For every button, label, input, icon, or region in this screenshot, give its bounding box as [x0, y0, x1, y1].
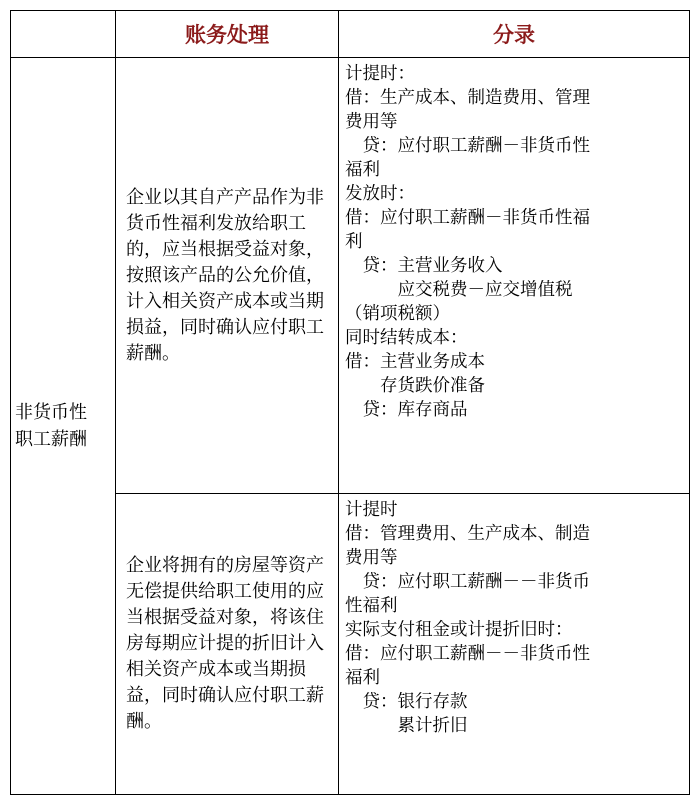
entry-line: 实际支付租金或计提折旧时： — [345, 620, 573, 640]
entry-line: 借：应付职工薪酬－－非货币性 — [345, 644, 590, 664]
treatment-cell — [116, 58, 339, 494]
entry-cell — [339, 494, 690, 795]
table-row — [11, 58, 690, 494]
entry-line: 借：生产成本、制造费用、管理 — [345, 88, 590, 108]
header-entry: 分录 — [339, 11, 690, 58]
category-label: 非货币性 职工薪酬 — [15, 402, 87, 450]
entry-cell — [339, 58, 690, 494]
entry-line: 费用等 — [345, 548, 398, 568]
entry-line: （销项税额） — [345, 304, 450, 324]
entry-line: 计提时： — [345, 64, 415, 84]
header-row — [11, 11, 690, 58]
header-treatment: 账务处理 — [116, 11, 339, 58]
entry-line: 同时结转成本： — [345, 328, 468, 348]
entry-line: 累计折旧 — [345, 716, 468, 736]
entry-line: 借：应付职工薪酬－非货币性福 — [345, 208, 590, 228]
treatment-text: 企业以其自产产品作为非货币性福利发放给职工的，应当根据受益对象，按照该产品的公允价值，计入相关资产成本或当期损益，同时确认应付职工薪酬。 — [126, 186, 324, 364]
entry-line: 利 — [345, 232, 363, 252]
entry-line: 福利 — [345, 668, 380, 688]
entry-line: 计提时 — [345, 500, 398, 520]
treatment-cell — [116, 494, 339, 795]
entry-line: 性福利 — [345, 596, 398, 616]
entry-line: 费用等 — [345, 112, 398, 132]
entry-line: 贷：银行存款 — [345, 692, 468, 712]
entry-line: 存货跌价准备 — [345, 376, 485, 396]
entry-line: 贷：应付职工薪酬－非货币性 — [345, 136, 590, 156]
treatment-text: 企业将拥有的房屋等资产无偿提供给职工使用的应当根据受益对象，将该住房每期应计提的折旧计入相关资产成本或当期损益，同时确认应付职工薪酬。 — [126, 555, 324, 732]
entry-line: 贷：库存商品 — [345, 400, 468, 420]
accounting-table — [10, 10, 690, 795]
entry-line: 发放时： — [345, 184, 415, 204]
entry-line: 福利 — [345, 160, 380, 180]
entry-line: 借：主营业务成本 — [345, 352, 485, 372]
entry-line: 应交税费－应交增值税 — [345, 280, 573, 300]
entry-line: 借：管理费用、生产成本、制造 — [345, 524, 590, 544]
category-cell — [11, 58, 116, 795]
entry-line: 贷：主营业务收入 — [345, 256, 503, 276]
header-blank — [11, 11, 116, 58]
entry-line: 贷：应付职工薪酬－－非货币 — [345, 572, 590, 592]
